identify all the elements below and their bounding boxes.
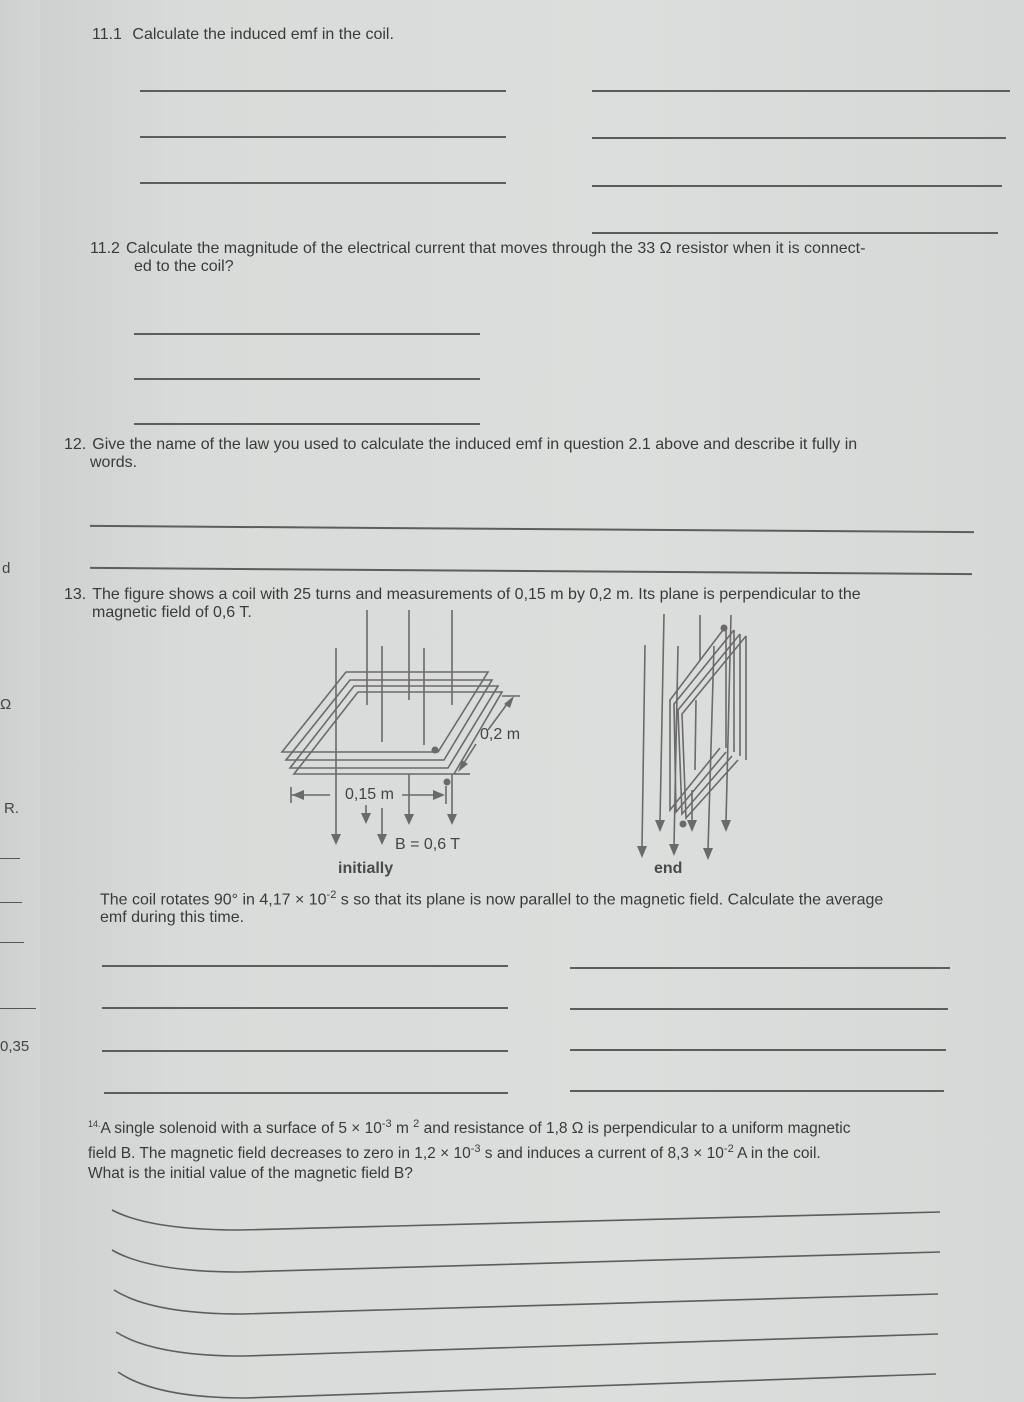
answer-line[interactable] — [140, 182, 506, 184]
question-text-line2: words. — [90, 454, 138, 471]
exponent: -3 — [470, 1143, 481, 1156]
followup-text-line2: emf during this time. — [100, 909, 245, 927]
exponent: -3 — [381, 1118, 392, 1130]
answer-line[interactable] — [592, 232, 998, 234]
margin-answer-line — [0, 902, 22, 903]
question-text: Calculate the induced emf in the coil. — [132, 26, 394, 43]
question-text-line3: What is the initial value of the magnetic field B? — [88, 1165, 413, 1183]
answer-line[interactable] — [140, 136, 506, 138]
answer-line[interactable] — [134, 423, 480, 425]
margin-answer-line — [0, 1008, 36, 1009]
caption-end: end — [654, 860, 683, 877]
answer-line[interactable] — [134, 333, 480, 335]
question-number: 11.2 — [90, 240, 120, 257]
answer-line[interactable] — [570, 967, 950, 969]
exponent: 2 — [413, 1118, 420, 1130]
width-dimension-label: 0,15 m — [345, 786, 394, 803]
answer-line[interactable] — [570, 1049, 946, 1051]
question-11-2 — [90, 240, 1010, 276]
answer-line[interactable] — [102, 1007, 508, 1009]
question-11-1 — [92, 26, 394, 44]
answer-lines-q14[interactable] — [100, 1200, 950, 1402]
margin-answer-line — [0, 942, 24, 943]
underlying-page-edge — [0, 0, 41, 1402]
question-text: A single solenoid with a surface of 5 × 10 — [100, 1120, 382, 1138]
question-text: and resistance of 1,8 Ω is perpendicular to a uniform magnetic — [419, 1120, 851, 1138]
answer-line[interactable] — [134, 378, 480, 380]
question-text-line1: Give the name of the law you used to calculate the induced emf in question 2.1 above and describe it fully in — [92, 436, 858, 453]
answer-line[interactable] — [592, 185, 1002, 187]
answer-line[interactable] — [592, 90, 1010, 92]
question-text-line1: Calculate the magnitude of the electrical current that moves through the 33 Ω resistor when it is connect- — [125, 240, 866, 257]
question-text: A in the coil. — [733, 1145, 821, 1163]
answer-line[interactable] — [102, 1050, 508, 1052]
question-number: 13. — [64, 586, 87, 603]
margin-fragment: R. — [4, 800, 19, 817]
margin-fragment: 0,35 — [0, 1038, 30, 1055]
exponent: -2 — [326, 889, 337, 901]
answer-line[interactable] — [570, 1008, 948, 1010]
field-strength-label: B = 0,6 T — [395, 836, 461, 853]
question-number: 11.1 — [92, 26, 122, 43]
question-text-line2: ed to the coil? — [134, 258, 234, 275]
question-number: 14. — [88, 1119, 101, 1129]
question-text: field B. The magnetic field decreases to zero in 1,2 × 10 — [88, 1145, 471, 1163]
followup-text: s so that its plane is now parallel to the magnetic field. Calculate the average — [336, 891, 884, 909]
question-text-line2: magnetic field of 0,6 T. — [92, 604, 252, 621]
depth-dimension-label: 0,2 m — [480, 726, 521, 743]
answer-line[interactable] — [570, 1090, 944, 1092]
question-14 — [88, 1114, 968, 1184]
margin-fragment: Ω — [0, 696, 12, 713]
question-12 — [64, 436, 994, 472]
answer-line[interactable] — [102, 965, 508, 967]
answer-line[interactable] — [592, 137, 1006, 139]
question-text-line1: The figure shows a coil with 25 turns and measurements of 0,15 m by 0,2 m. Its plane is perpendicular to the — [92, 586, 861, 603]
margin-fragment: d — [2, 560, 11, 577]
exponent: -2 — [723, 1143, 734, 1156]
caption-initially: initially — [338, 860, 394, 877]
answer-line[interactable] — [140, 90, 506, 92]
coil-end-diagram — [620, 600, 770, 880]
margin-answer-line — [0, 858, 20, 859]
answer-line[interactable] — [104, 1092, 508, 1094]
question-13-followup — [100, 886, 980, 927]
question-number: 12. — [64, 436, 87, 453]
question-text: m — [391, 1120, 414, 1138]
question-text: s and induces a current of 8,3 × 10 — [480, 1145, 724, 1163]
followup-text: The coil rotates 90° in 4,17 × 10 — [100, 891, 327, 909]
